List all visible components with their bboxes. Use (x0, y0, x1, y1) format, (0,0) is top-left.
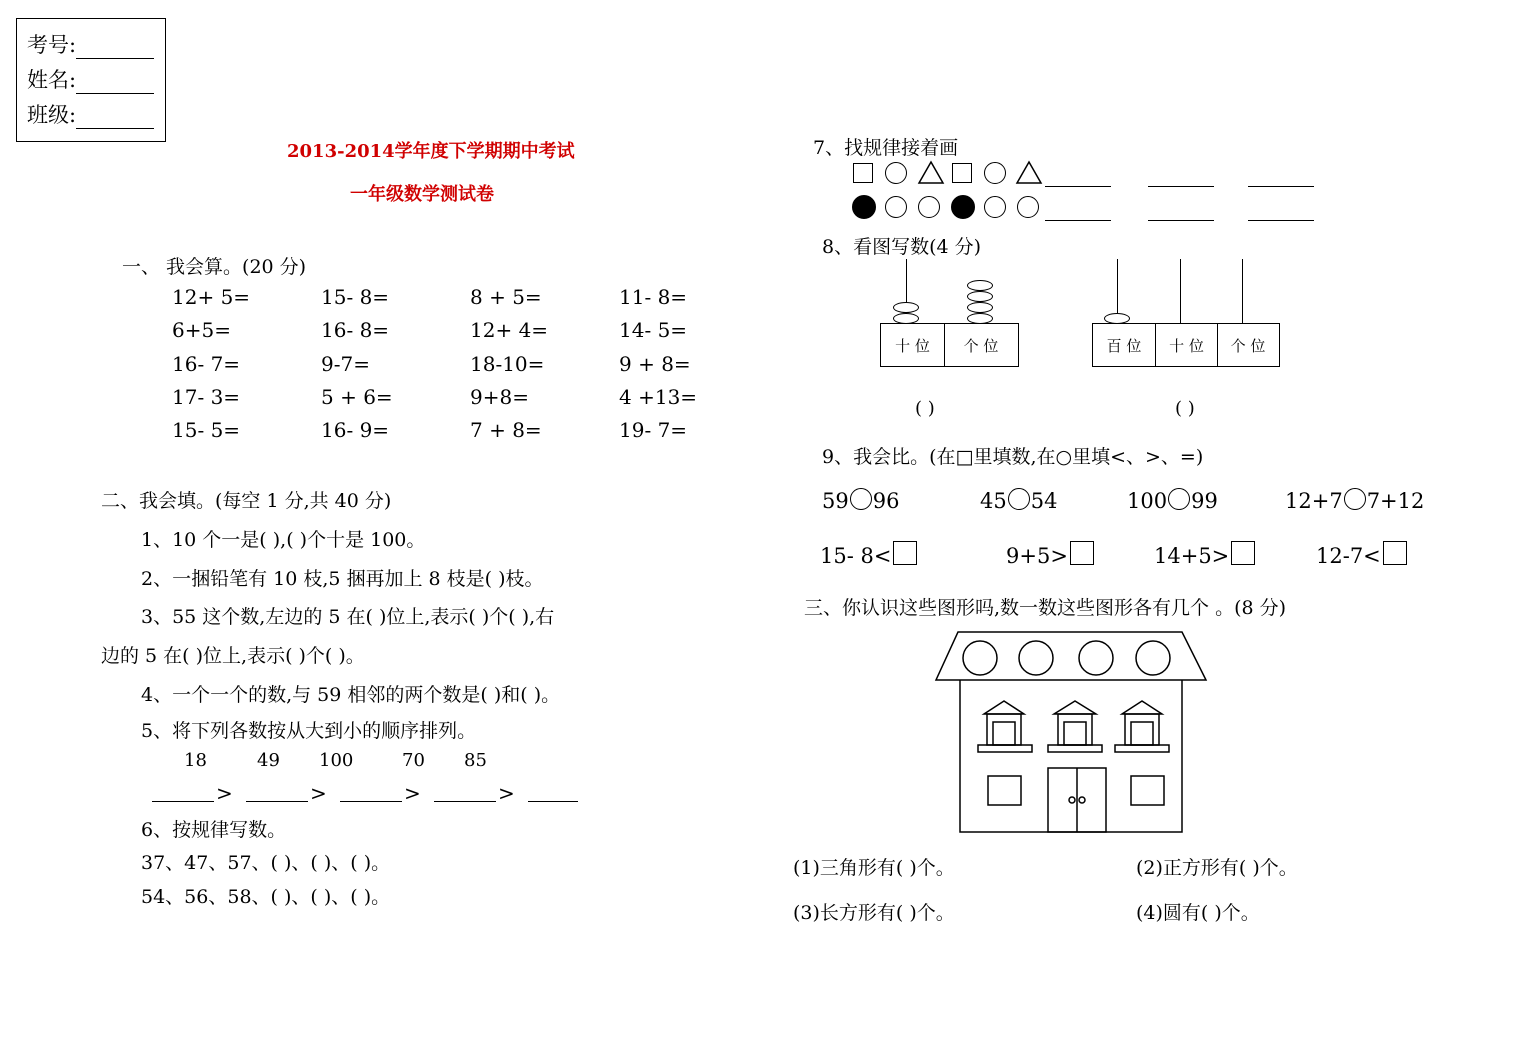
greater-sign: > (404, 781, 421, 805)
pattern-blank[interactable] (1148, 220, 1214, 221)
order-blank[interactable] (340, 801, 402, 802)
shape-count-squares: (2)正方形有( )个。 (1136, 857, 1298, 879)
calc-problem: 9 + 8= (619, 351, 691, 376)
section2-q5: 5、将下列各数按从大到小的顺序排列。 (141, 720, 477, 742)
circle-shape (885, 196, 907, 218)
place-ones-label: 个 位 (944, 324, 1017, 366)
section2-heading: 二、我会填。(每空 1 分,共 40 分) (101, 490, 392, 512)
class-blank[interactable] (76, 110, 154, 129)
compare-right: 96 (872, 489, 900, 513)
roof-circle (1079, 641, 1113, 675)
place-hundreds-label: 百 位 (1106, 336, 1142, 355)
calc-problem: 15- 8= (321, 285, 390, 309)
compare-circle[interactable] (850, 488, 872, 510)
q5-number: 18 (184, 750, 207, 771)
q9-heading: 9、我会比。(在□里填数,在○里填<、>、=) (822, 446, 1204, 468)
abacus-bead (967, 291, 993, 302)
section2-q3-line2: 边的 5 在( )位上,表示( )个( )。 (101, 645, 365, 667)
section2-q6-line2: 54、56、58、( )、( )、( )。 (141, 886, 391, 908)
roof-circle (1019, 641, 1053, 675)
q8-heading: 8、看图写数(4 分) (822, 236, 982, 258)
greater-sign: > (310, 781, 327, 805)
section2-q1: 1、10 个一是( ),( )个十是 100。 (141, 529, 426, 551)
calc-problem: 16- 9= (321, 418, 390, 443)
compare-item (1285, 488, 1424, 513)
q5-number: 85 (464, 750, 487, 771)
abacus-rod (1117, 259, 1118, 315)
compare-circle[interactable] (1008, 488, 1030, 510)
shape-count-circles: (4)圆有( )个。 (1136, 902, 1260, 924)
pattern-blank[interactable] (1248, 220, 1314, 221)
section2-q6: 6、按规律写数。 (141, 819, 287, 841)
section2-q3-line1: 3、55 这个数,左边的 5 在( )位上,表示( )个( ),右 (141, 606, 555, 628)
calc-problem: 9+8= (470, 384, 529, 409)
calc-problem: 11- 8= (619, 285, 688, 309)
compare-right: 54 (1030, 489, 1058, 513)
compare-circle[interactable] (1168, 488, 1190, 510)
exam-subtitle: 一年级数学测试卷 (350, 184, 494, 205)
abacus-answer-blank[interactable]: ( ) (1175, 398, 1195, 419)
section2-q4: 4、一个一个的数,与 59 相邻的两个数是( )和( )。 (141, 684, 561, 706)
roof-trapezoid (936, 632, 1206, 680)
calc-problem: 12+ 5= (172, 285, 251, 309)
q5-number: 100 (319, 750, 354, 771)
class-label: 班级: (27, 103, 77, 127)
compare-circle[interactable] (1344, 488, 1366, 510)
name-blank[interactable] (76, 75, 154, 94)
square-shape (952, 163, 972, 183)
abacus-rod (1242, 259, 1243, 324)
compare-left: 12+7 (1285, 489, 1343, 513)
section2-q6-line1: 37、47、57、( )、( )、( )。 (141, 852, 391, 874)
place-tens-label: 十 位 (1155, 324, 1217, 366)
fill-box[interactable] (893, 541, 917, 565)
calc-problem: 8 + 5= (470, 285, 542, 309)
circle-shape (918, 196, 940, 218)
calc-problem: 9-7= (321, 351, 370, 376)
house-figure (932, 630, 1212, 836)
calc-problem: 19- 7= (619, 418, 688, 443)
compare-item (980, 488, 1057, 513)
calc-problem: 15- 5= (172, 418, 241, 443)
calc-problem: 4 +13= (619, 384, 698, 409)
compare-left: 59 (822, 489, 849, 513)
fill-box-item (820, 541, 917, 568)
place-ones-label: 个 位 (1217, 324, 1278, 366)
fill-box-expression: 15- 8< (820, 544, 892, 568)
greater-sign: > (498, 781, 515, 805)
circle-shape (1017, 196, 1039, 218)
exam-number-blank[interactable] (76, 40, 154, 59)
window-unit (1115, 701, 1169, 752)
class-row (27, 99, 154, 129)
student-info-box (16, 18, 166, 142)
square-shape (853, 163, 873, 183)
roof-circle (963, 641, 997, 675)
circle-shape (984, 162, 1006, 184)
triangle-shape (917, 160, 945, 185)
fill-box-expression: 12-7< (1316, 544, 1381, 568)
order-blank[interactable] (152, 801, 214, 802)
filled-circle-shape (951, 195, 975, 219)
shape-count-triangles: (1)三角形有( )个。 (793, 857, 955, 879)
compare-left: 100 (1127, 489, 1168, 513)
q5-number: 70 (402, 750, 425, 771)
section3-heading: 三、你认识这些图形吗,数一数这些图形各有几个 。(8 分) (804, 597, 1287, 619)
calc-problem: 18-10= (470, 351, 545, 376)
fill-box-item (1006, 541, 1094, 568)
calc-problem: 14- 5= (619, 318, 688, 343)
calc-problem: 7 + 8= (470, 418, 542, 443)
abacus-bead (967, 280, 993, 291)
abacus-answer-blank[interactable]: ( ) (915, 398, 935, 419)
abacus-place-table (880, 323, 1019, 367)
abacus-bead (893, 302, 919, 313)
calc-problem: 6+5= (172, 318, 231, 343)
square-window (1131, 776, 1164, 805)
square-window (988, 776, 1021, 805)
exam-title: 2013-2014学年度下学期期中考试 (287, 141, 575, 162)
calc-problem: 16- 8= (321, 318, 390, 343)
roof-circle (1136, 641, 1170, 675)
abacus-place-table (1092, 323, 1280, 367)
section2-q2: 2、一捆铅笔有 10 枝,5 捆再加上 8 枝是( )枝。 (141, 568, 544, 590)
abacus-bead (967, 302, 993, 313)
compare-right: 7+12 (1366, 489, 1425, 513)
compare-item (822, 488, 899, 513)
fill-box-item (1154, 541, 1255, 568)
calc-problem: 16- 7= (172, 351, 241, 376)
place-tens-label: 十 位 (895, 336, 930, 355)
order-blank[interactable] (434, 801, 496, 802)
window-unit (978, 701, 1032, 752)
q7-heading: 7、找规律接着画 (813, 137, 959, 159)
compare-right: 99 (1191, 489, 1218, 513)
compare-item (1127, 488, 1218, 513)
circle-shape (984, 196, 1006, 218)
order-blank[interactable] (246, 801, 308, 802)
fill-box-item (1316, 541, 1407, 568)
pattern-blank[interactable] (1148, 186, 1214, 187)
triangle-shape (1015, 160, 1043, 185)
abacus-rod (1180, 259, 1181, 324)
calc-problem: 12+ 4= (470, 318, 549, 343)
shape-count-rectangles: (3)长方形有( )个。 (793, 902, 955, 924)
calc-problem: 17- 3= (172, 384, 241, 409)
name-row (27, 64, 154, 94)
window-unit (1048, 701, 1102, 752)
fill-box-expression: 9+5> (1006, 544, 1068, 568)
fill-box[interactable] (1231, 541, 1255, 565)
pattern-blank[interactable] (1248, 186, 1314, 187)
exam-number-row (27, 29, 154, 59)
circle-shape (885, 162, 907, 184)
filled-circle-shape (852, 195, 876, 219)
order-blank[interactable] (528, 801, 578, 802)
fill-box[interactable] (1070, 541, 1094, 565)
fill-box-expression: 14+5> (1154, 544, 1230, 568)
q5-number: 49 (257, 750, 280, 771)
calc-problem: 5 + 6= (321, 384, 393, 409)
compare-left: 45 (980, 489, 1007, 513)
exam-number-label: 考号: (27, 33, 77, 57)
name-label: 姓名: (27, 68, 77, 92)
section1-heading: 一、 我会算。(20 分) (122, 256, 307, 278)
pattern-blank[interactable] (1045, 220, 1111, 221)
pattern-blank[interactable] (1045, 186, 1111, 187)
greater-sign: > (216, 781, 233, 805)
fill-box[interactable] (1383, 541, 1407, 565)
